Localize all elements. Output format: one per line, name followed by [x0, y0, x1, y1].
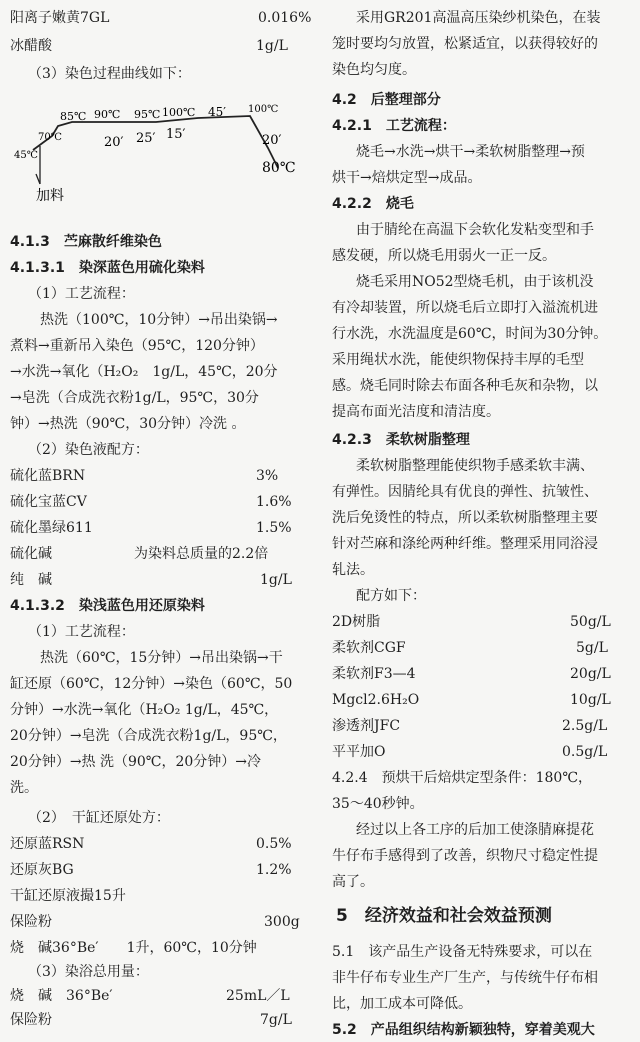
text-run: （2）染色液配方：: [28, 442, 149, 458]
text-run: 4.1.3.1 染深蓝色用硫化染料: [10, 260, 205, 276]
ingredient-amount: 20g/L: [570, 666, 611, 682]
ingredient-name: 硫化墨绿611: [10, 520, 93, 536]
curve-label-80c: 80℃: [262, 160, 296, 176]
text-run: 比，加工成本可降低。: [332, 996, 472, 1012]
ingredient-amount: 5g/L: [576, 640, 608, 656]
ingredient-amount: 为染料总质量的2.2倍: [134, 546, 269, 562]
text-run: （3）染浴总用量：: [28, 964, 149, 980]
curve-label-70c: 70℃: [38, 132, 62, 143]
text-run: 配方如下：: [356, 588, 426, 604]
curve-label-100c-a: 100℃: [162, 106, 196, 119]
curve-caption: 加料: [36, 188, 64, 204]
temperature-curve: [33, 116, 278, 168]
text-run: →皂洗（合成洗衣粉1g/L，95℃，30分: [10, 390, 259, 406]
curve-label-90c: 90℃: [94, 108, 121, 121]
ingredient-amount: 1g/L: [260, 572, 292, 588]
curve-label-15min: 15′: [166, 127, 186, 142]
text-run: 5.1 该产品生产设备无特殊要求，可以在: [332, 944, 593, 960]
ingredient-name: 烧 碱 36°Be′: [10, 988, 113, 1004]
ingredient-amount: 0.5%: [256, 836, 292, 852]
text-run: （1）工艺流程：: [28, 624, 135, 640]
ingredient-name: Mgcl2.6H₂O: [332, 692, 420, 708]
ingredient-amount: 7g/L: [260, 1012, 292, 1028]
ingredient-name: 冰醋酸: [10, 38, 52, 54]
text-run: 35～40秒钟。: [332, 796, 424, 812]
ingredient-amount: 2.5g/L: [562, 718, 608, 734]
text-run: 4.2.3 柔软树脂整理: [332, 432, 470, 448]
text-run: 干缸还原液撮15升: [10, 888, 126, 904]
text-run: 烧 碱36°Be′ 1升，60℃，10分钟: [10, 940, 257, 956]
ingredient-name: 平平加O: [332, 744, 386, 760]
text-run: 感。烧毛同时除去布面各种毛灰和杂物，以: [332, 378, 598, 394]
ingredient-name: 硫化碱: [10, 546, 52, 562]
text-run: 采用绳状水洗，能使织物保持丰厚的毛型: [332, 352, 584, 368]
curve-label-25min: 25′: [136, 131, 156, 146]
curve-label-95c: 95℃: [134, 108, 161, 121]
curve-label-85c: 85℃: [60, 110, 87, 123]
text-run: 分钟）→水洗→氧化（H₂O₂ 1g/L，45℃，: [10, 702, 279, 718]
text-run: 采用GR201高温高压染纱机染色，在装: [356, 10, 601, 26]
dyeing-process-curve: [0, 88, 318, 208]
text-run: 由于腈纶在高温下会软化发粘变型和手: [356, 222, 594, 238]
text-run: 有弹性。因腈纶具有优良的弹性、抗皱性、: [332, 484, 598, 500]
text-run: 牛仔布手感得到了改善，织物尺寸稳定性提: [332, 848, 598, 864]
text-run: 洗后免烫性的特点，所以柔软树脂整理主要: [332, 510, 598, 526]
text-run: （1）工艺流程：: [28, 286, 135, 302]
text-run: 行水洗，水洗温度是60℃，时间为30分钟。: [332, 326, 608, 342]
text-run: 笼时要均匀放置，松紧适宜，以获得较好的: [332, 36, 598, 52]
curve-label-20min-b: 20′: [262, 133, 282, 148]
ingredient-amount: 1.5%: [256, 520, 292, 536]
text-run: 柔软树脂整理能使织物手感柔软丰满、: [356, 458, 594, 474]
ingredient-amount: 10g/L: [570, 692, 611, 708]
text-run: 4.2 后整理部分: [332, 92, 441, 108]
text-run: 烧毛采用NO52型烧毛机，由于该机没: [356, 274, 594, 290]
ingredient-amount: 3%: [256, 468, 279, 484]
text-run: 4.2.1 工艺流程：: [332, 118, 456, 134]
ingredient-amount: 1.2%: [256, 862, 292, 878]
ingredient-name: 保险粉: [10, 914, 52, 930]
ingredient-amount: 0.5g/L: [562, 744, 608, 760]
ingredient-amount: 1.6%: [256, 494, 292, 510]
text-run: 钟）→热洗（90℃，30分钟）冷洗 。: [10, 416, 246, 432]
ingredient-amount: 25mL／L: [226, 988, 290, 1004]
text-run: 20分钟）→热 洗（90℃，20分钟）→冷: [10, 754, 262, 770]
curve-label-100c-b: 100℃: [248, 104, 279, 115]
text-run: 4.2.4 预烘干后焙烘定型条件：180℃，: [332, 770, 593, 786]
ingredient-name: 2D树脂: [332, 614, 381, 630]
curve-label-20min-a: 20′: [104, 135, 124, 150]
text-run: 4.1.3 苎麻散纤维染色: [10, 234, 162, 250]
text-run: （3）染色过程曲线如下：: [28, 66, 191, 82]
ingredient-name: 柔软剂CGF: [332, 640, 406, 656]
text-run: （2） 干缸还原处方：: [28, 810, 170, 826]
ingredient-name: 还原灰BG: [10, 862, 74, 878]
ingredient-name: 保险粉: [10, 1012, 52, 1028]
ingredient-name: 阳离子嫩黄7GL: [10, 10, 110, 26]
ingredient-amount: 50g/L: [570, 614, 611, 630]
text-run: 4.2.2 烧毛: [332, 196, 414, 212]
text-run: 洗。: [10, 780, 38, 796]
text-run: 热洗（60℃，15分钟）→吊出染锅→干: [40, 650, 283, 666]
text-run: 煮料→重新吊入染色（95℃，120分钟）: [10, 338, 264, 354]
text-run: 针对苎麻和涤纶两种纤维。整理采用同浴浸: [332, 536, 598, 552]
curve-label-45min: 45′: [208, 105, 226, 119]
text-run: 轧法。: [332, 562, 374, 578]
text-run: 5 经济效益和社会效益预测: [336, 906, 552, 926]
ingredient-name: 纯 碱: [10, 572, 52, 588]
ingredient-amount: 1g/L: [256, 38, 288, 54]
ingredient-amount: 0.016%: [258, 10, 312, 26]
text-run: 20分钟）→皂洗（合成洗衣粉1g/L，95℃，: [10, 728, 287, 744]
text-run: 5.2 产品组织结构新颖独特，穿着美观大: [332, 1022, 595, 1038]
text-run: 烧毛→水洗→烘干→柔软树脂整理→预: [356, 144, 585, 160]
ingredient-name: 渗透剂JFC: [332, 718, 401, 734]
curve-label-45c: 45℃: [14, 150, 38, 161]
text-run: 非牛仔布专业生产厂生产，与传统牛仔布相: [332, 970, 598, 986]
text-run: 染色均匀度。: [332, 62, 416, 78]
ingredient-name: 还原蓝RSN: [10, 836, 85, 852]
text-run: →水洗→氧化（H₂O₂ 1g/L，45℃，20分: [10, 364, 278, 380]
text-run: 提高布面光洁度和清洁度。: [332, 404, 500, 420]
ingredient-amount: 300g: [264, 914, 300, 930]
ingredient-name: 柔软剂F3—4: [332, 666, 416, 682]
text-run: 热洗（100℃，10分钟）→吊出染锅→: [40, 312, 278, 328]
text-run: 高了。: [332, 874, 374, 890]
text-run: 缸还原（60℃，12分钟）→染色（60℃，50: [10, 676, 293, 692]
ingredient-name: 硫化宝蓝CV: [10, 494, 87, 510]
text-run: 烘干→焙烘定型→成品。: [332, 170, 482, 186]
text-run: 经过以上各工序的后加工使涤腈麻提花: [356, 822, 594, 838]
ingredient-name: 硫化蓝BRN: [10, 468, 86, 484]
text-run: 有冷却装置，所以烧毛后立即打入溢流机进: [332, 300, 598, 316]
text-run: 感发硬，所以烧毛用弱火一正一反。: [332, 248, 556, 264]
text-run: 4.1.3.2 染浅蓝色用还原染料: [10, 598, 205, 614]
